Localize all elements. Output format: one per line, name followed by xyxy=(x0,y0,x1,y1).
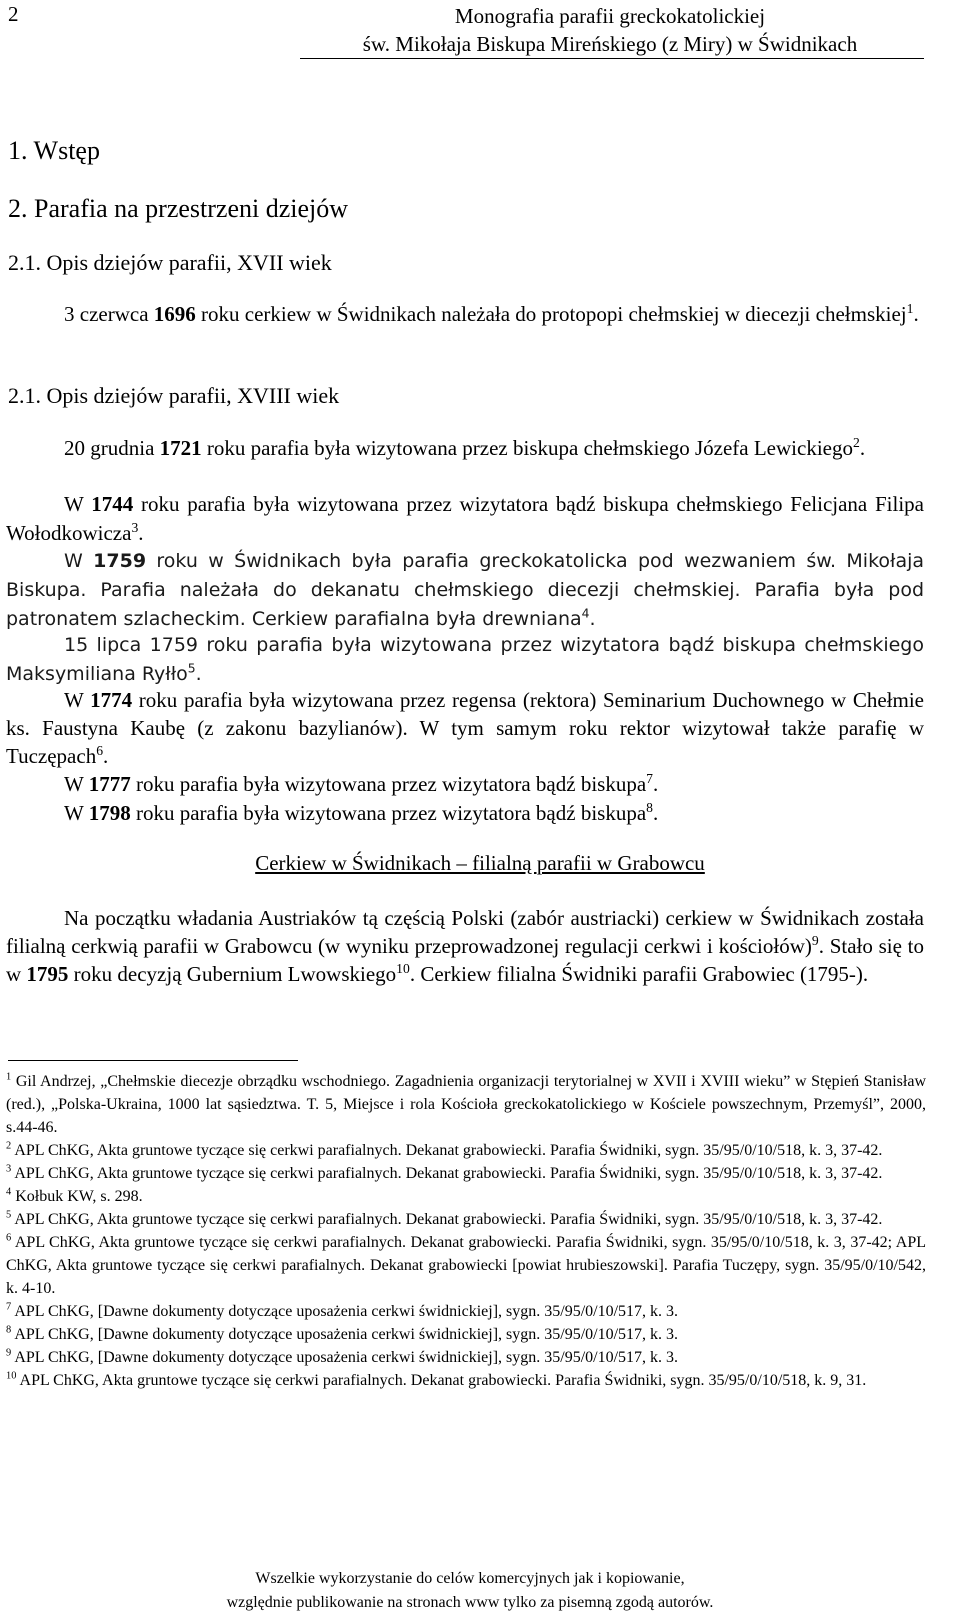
footnote-ref[interactable]: 9 xyxy=(811,933,819,948)
text: . xyxy=(652,801,659,825)
footnote xyxy=(6,1231,926,1300)
paragraph-filial xyxy=(6,904,924,988)
text: . xyxy=(652,772,659,796)
footnote-number: 10 xyxy=(6,1370,17,1382)
footnote-text: APL ChKG, Akta gruntowe tyczące się cerkwi parafialnych. Dekanat grabowiecki. Parafia Świdniki, sygn. 35/95/0/10/518, k. 9, 31. xyxy=(16,1372,867,1389)
heading-parafia: 2. Parafia na przestrzeni dziejów xyxy=(8,194,349,223)
year: 1774 xyxy=(90,688,133,712)
text: W xyxy=(64,801,89,825)
text: roku cerkiew w Świdnikach należała do protopopi chełmskiej w diecezji chełmskiej xyxy=(195,302,907,326)
text: W xyxy=(64,550,94,572)
footnote xyxy=(6,1300,926,1323)
year: 1795 xyxy=(26,962,69,986)
footnote-number: 3 xyxy=(6,1163,12,1175)
heading-xviii-wiek: 2.1. Opis dziejów parafii, XVIII wiek xyxy=(8,383,340,408)
year: 1759 xyxy=(93,550,147,572)
footnote xyxy=(6,1162,926,1185)
footnote-text: Gil Andrzej, „Chełmskie diecezje obrządku wschodniego. Zagadnienia organizacji terytorialnej w XVII i XVIII wieku” w Stępień Stanisław (red.), „Polska-Ukraina, 1000 lat sąsiedztwa. T. 5, Miejsce i rola Kościoła greckokatolickiego w Kościele powszechnym, Przemyśl”, 2000, s.44-46. xyxy=(6,1073,926,1136)
text: . xyxy=(589,608,596,630)
footnote-number: 9 xyxy=(6,1347,12,1359)
year: 1721 xyxy=(159,436,202,460)
running-header-line-1: Monografia parafii greckokatolickiej xyxy=(454,4,766,28)
footnote-ref[interactable]: 8 xyxy=(646,800,653,815)
subheading-text: Cerkiew w Świdnikach – filialną parafii w Grabowcu xyxy=(255,851,705,875)
footnote-number: 2 xyxy=(6,1140,12,1152)
footnote-ref[interactable]: 10 xyxy=(396,961,410,976)
paragraph-1721 xyxy=(6,434,924,463)
paragraph-1759 xyxy=(6,547,924,634)
footnote-number: 4 xyxy=(6,1186,12,1198)
running-header-line-2: św. Mikołaja Biskupa Mireńskiego (z Miry) w Świdnikach xyxy=(362,32,858,56)
text: roku parafia była wizytowana przez wizytatora bądź biskupa xyxy=(130,801,647,825)
text: 15 lipca 1759 roku parafia była wizytowana przez wizytatora bądź biskupa chełmskiego Maksymiliana Ryłło xyxy=(6,634,924,685)
footer-line-2: względnie publikowanie na stronach www tylko za pisemną zgodą autorów. xyxy=(226,1594,714,1611)
text: 20 grudnia xyxy=(64,436,160,460)
footnote-text: APL ChKG, [Dawne dokumenty dotyczące uposażenia cerkwi świdnickiej], sygn. 35/95/0/10/517, k. 3. xyxy=(11,1349,679,1366)
footnote-text: APL ChKG, Akta gruntowe tyczące się cerkwi parafialnych. Dekanat grabowiecki. Parafia Świdniki, sygn. 35/95/0/10/518, k. 3, 37-42. xyxy=(11,1165,883,1182)
running-header xyxy=(300,2,920,58)
heading-wstep: 1. Wstęp xyxy=(8,136,100,165)
footnote-ref[interactable]: 2 xyxy=(852,435,860,450)
footnote-number: 8 xyxy=(6,1324,12,1336)
footnote-text: APL ChKG, Akta gruntowe tyczące się cerkwi parafialnych. Dekanat grabowiecki. Parafia Świdniki, sygn. 35/95/0/10/518, k. 3, 37-42. xyxy=(11,1211,883,1228)
text: . xyxy=(138,521,144,545)
section-subheading xyxy=(0,851,960,876)
footnote-text: Kołbuk KW, s. 298. xyxy=(11,1188,143,1205)
footnote-ref[interactable]: 1 xyxy=(906,301,914,316)
footnote-text: APL ChKG, Akta gruntowe tyczące się cerkwi parafialnych. Dekanat grabowiecki. Parafia Świdniki, sygn. 35/95/0/10/518, k. 3, 37-42. xyxy=(11,1142,883,1159)
page-footer xyxy=(0,1567,940,1615)
text: roku parafia była wizytowana przez biskupa chełmskiego Józefa Lewickiego xyxy=(201,436,853,460)
footnote-text: APL ChKG, [Dawne dokumenty dotyczące uposażenia cerkwi świdnickiej], sygn. 35/95/0/10/517, k. 3. xyxy=(11,1326,679,1343)
footnote xyxy=(6,1070,926,1139)
footnote-ref[interactable]: 4 xyxy=(581,606,590,621)
text: . xyxy=(859,436,866,460)
text: roku parafia była wizytowana przez regensa (rektora) Seminarium Duchownego w Chełmie ks. Faustyna Kaubę (z zakonu bazylianów). W tym samym roku rektor wizytował także parafię w Tuczępach xyxy=(6,688,924,768)
header-rule xyxy=(300,58,924,59)
text: roku parafia była wizytowana przez wizytatora bądź biskupa xyxy=(130,772,647,796)
paragraph-15-lipca xyxy=(6,631,924,689)
text: . xyxy=(913,302,919,326)
heading-xvii-wiek: 2.1. Opis dziejów parafii, XVII wiek xyxy=(8,250,332,275)
footnote xyxy=(6,1369,926,1392)
paragraph-1696 xyxy=(6,300,924,329)
footnote-number: 5 xyxy=(6,1209,12,1221)
year: 1798 xyxy=(88,801,131,825)
paragraph-1798 xyxy=(6,799,924,827)
footnote-text: APL ChKG, [Dawne dokumenty dotyczące uposażenia cerkwi świdnickiej], sygn. 35/95/0/10/517, k. 3. xyxy=(11,1303,679,1320)
footnote xyxy=(6,1185,926,1208)
footnote-ref[interactable]: 7 xyxy=(646,771,653,786)
footer-line-1: Wszelkie wykorzystanie do celów komercyjnych jak i kopiowanie, xyxy=(255,1570,685,1587)
text: W xyxy=(64,492,92,516)
text: Na początku władania Austriaków tą częścią Polski (zabór austriacki) cerkiew w Świdnikach została filialną cerkwią parafii w Grabowcu (w wyniku przeprowadzonej regulacji cerkwi i kościołów) xyxy=(6,906,924,958)
year: 1777 xyxy=(88,772,131,796)
footnote-number: 1 xyxy=(6,1071,12,1083)
text: roku decyzją Gubernium Lwowskiego xyxy=(68,962,397,986)
text: . xyxy=(103,744,109,768)
footnote xyxy=(6,1323,926,1346)
text: roku parafia była wizytowana przez wizytatora bądź biskupa chełmskiego Felicjana Filipa Wołodkowicza xyxy=(6,492,924,545)
text: W xyxy=(64,688,91,712)
footnote-ref[interactable]: 3 xyxy=(131,520,139,535)
text: . Cerkiew filialna Świdniki parafii Grabowiec (1795-). xyxy=(409,962,869,986)
text: roku w Świdnikach była parafia greckokatolicka pod wezwaniem św. Mikołaja Biskupa. Parafia należała do dekanatu chełmskiego diecezji chełmskiej. Parafia była pod patronatem szlacheckim. Cerkiew parafialna była drewniana xyxy=(6,550,925,630)
footnote xyxy=(6,1346,926,1369)
text: W xyxy=(64,772,89,796)
paragraph-1777 xyxy=(6,770,924,798)
footnote xyxy=(6,1139,926,1162)
footnote-ref[interactable]: 6 xyxy=(96,743,104,758)
text: 3 czerwca xyxy=(64,302,154,326)
footnote-number: 6 xyxy=(6,1232,12,1244)
footnote-number: 7 xyxy=(6,1301,12,1313)
footnote-separator xyxy=(8,1060,298,1061)
footnotes xyxy=(6,1070,926,1392)
footnote xyxy=(6,1208,926,1231)
page-number: 2 xyxy=(8,2,19,26)
year: 1696 xyxy=(153,302,196,326)
paragraph-1744 xyxy=(6,490,924,548)
paragraph-1774 xyxy=(6,686,924,770)
footnote-ref[interactable]: 5 xyxy=(187,661,196,676)
year: 1744 xyxy=(91,492,134,516)
text: . xyxy=(195,663,202,685)
text: . Stało się to w xyxy=(6,934,924,986)
footnote-text: APL ChKG, Akta gruntowe tyczące się cerkwi parafialnych. Dekanat grabowiecki. Parafia Świdniki, sygn. 35/95/0/10/518, k. 3, 37-42; APL ChKG, Akta gruntowe tyczące się cerkwi parafialnych. Dekanat grabowiecki [powiat hrubieszowski]. Parafia Tuczępy, sygn. 35/95/0/10/542, k. 4-10. xyxy=(6,1234,926,1297)
